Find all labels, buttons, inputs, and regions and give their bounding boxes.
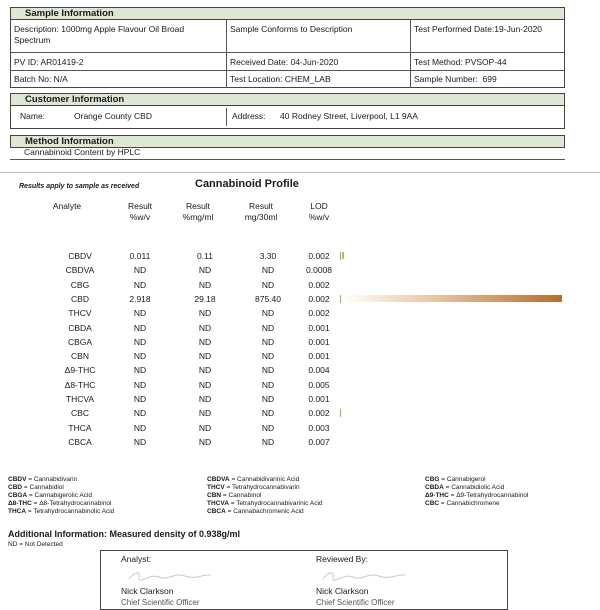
analyte-cell: CBDA: [68, 322, 92, 333]
conforms-note: Sample Conforms to Description: [230, 24, 353, 34]
lod-cell: 0.003: [308, 422, 330, 433]
abbreviation-entry: CBDV = Cannabidivarin: [8, 476, 78, 483]
reviewer-name: Nick Clarkson: [316, 586, 369, 596]
analyst-name: Nick Clarkson: [121, 586, 174, 596]
header-lod: LOD %w/v: [308, 201, 330, 222]
lod-cell: 0.001: [308, 322, 330, 333]
table-row: [0, 294, 600, 308]
reviewer-title: Chief Scientific Officer: [316, 598, 395, 607]
analyte-cell: CBN: [71, 351, 89, 362]
table-row: [0, 265, 600, 279]
abbr-column-3: [425, 476, 529, 508]
lod-cell: 0.005: [308, 379, 330, 390]
result-mg30-cell: ND: [261, 408, 275, 419]
abbreviation-entry: CBD = Cannabidiol: [8, 484, 64, 491]
lod-cell: 0.002: [308, 408, 330, 419]
result-mg30-cell: 3.30: [259, 251, 277, 261]
table-row: [0, 323, 600, 337]
lod-cell: 0.002: [308, 251, 330, 261]
result-mg30-cell: ND: [261, 365, 275, 376]
nd-note: ND = Not Detected: [8, 541, 63, 548]
lod-cell: 0.001: [308, 394, 330, 404]
result-pct-cell: 0.011: [129, 251, 151, 261]
lod-cell: 0.002: [308, 279, 330, 290]
result-pct-cell: ND: [133, 279, 147, 290]
result-mgml-cell: ND: [198, 265, 212, 276]
sample-info-heading: Sample Information: [10, 7, 565, 20]
result-mgml-cell: ND: [198, 408, 212, 419]
customer-address: 40 Rodney Street, Liverpool, L1 9AA: [280, 111, 418, 121]
signature-box: [100, 550, 508, 610]
reviewer-signature: [319, 569, 409, 583]
result-pct-cell: ND: [133, 308, 147, 319]
result-mgml-cell: ND: [198, 365, 212, 376]
result-pct-cell: ND: [133, 322, 147, 333]
result-mgml-cell: ND: [198, 379, 212, 390]
abbreviation-entry: CBC = Cannabichromene: [425, 500, 500, 507]
abbreviation-entry: CBG = Cannabigerol: [425, 476, 486, 483]
batch-no: Batch No: N/A: [14, 74, 68, 84]
result-mg30-cell: ND: [261, 279, 275, 290]
bar-axis-tick: [340, 295, 341, 303]
result-pct-cell: ND: [133, 336, 147, 347]
result-pct-cell: ND: [133, 265, 147, 276]
pv-id: PV ID: AR01419-2: [14, 57, 84, 67]
divider: [0, 172, 600, 173]
method-description: Cannabinoid Content by HPLC: [24, 147, 141, 157]
header-result-mgml: Result %mg/ml: [182, 201, 214, 222]
lod-cell: 0.002: [308, 308, 330, 319]
table-row: [0, 394, 600, 408]
lod-cell: 0.004: [308, 365, 330, 376]
customer-address-label: Address:: [232, 111, 266, 121]
results-note: Results apply to sample as received: [19, 183, 140, 190]
result-pct-cell: ND: [133, 379, 147, 390]
lod-cell: 0.007: [308, 436, 330, 447]
result-pct-cell: ND: [133, 365, 147, 376]
analyte-cell: CBG: [70, 279, 90, 290]
result-mgml-cell: ND: [198, 308, 212, 319]
abbreviation-entry: Δ9-THC = Δ9-Tetrahydrocannabinol: [425, 492, 529, 499]
abbreviation-entry: THCA = Tetrahydrocannabinolic Acid: [8, 508, 115, 515]
additional-information: Additional Information: Measured density of 0.938g/ml: [8, 529, 241, 539]
result-mgml-cell: ND: [198, 322, 212, 333]
header-result-pct: Result %w/v: [127, 201, 153, 222]
received-date: Received Date: 04-Jun-2020: [230, 57, 339, 67]
result-mgml-cell: ND: [198, 422, 212, 433]
abbr-column-1: [8, 476, 114, 516]
abbreviation-entry: CBDVA = Cannabidivarinic Acid: [207, 476, 300, 483]
result-mgml-cell: 29.18: [194, 293, 216, 304]
lod-cell: 0.0008: [306, 265, 332, 276]
result-pct-cell: ND: [133, 436, 147, 447]
analyst-title: Chief Scientific Officer: [121, 598, 200, 607]
result-mg30-cell: ND: [261, 422, 275, 433]
analyte-cell: CBC: [71, 408, 89, 419]
result-mg30-cell: ND: [261, 436, 275, 447]
result-pct-cell: ND: [133, 422, 147, 433]
abbr-column-2: [207, 476, 323, 516]
result-mg30-cell: 875.40: [255, 293, 281, 304]
reviewer-label: Reviewed By:: [316, 554, 368, 564]
table-row: [0, 251, 600, 265]
result-pct-cell: ND: [133, 394, 147, 404]
table-row: [0, 351, 600, 365]
abbreviation-entry: CBCA = Cannabachromenic Acid: [207, 508, 304, 515]
result-pct-cell: ND: [133, 351, 147, 362]
divider: [410, 19, 411, 88]
result-mgml-cell: ND: [198, 436, 212, 447]
customer-info-heading: Customer Information: [10, 93, 565, 106]
header-analyte: Analyte: [52, 201, 82, 211]
divider: [226, 19, 227, 88]
result-pct-cell: ND: [133, 408, 147, 419]
analyte-cell: Δ8-THC: [64, 379, 96, 390]
result-mg30-cell: ND: [261, 265, 275, 276]
analyte-cell: CBDV: [68, 251, 92, 261]
analyte-cell: CBDVA: [65, 265, 95, 276]
result-mgml-cell: ND: [198, 336, 212, 347]
table-row: [0, 308, 600, 322]
analyte-cell: THCVA: [65, 394, 95, 404]
sample-number: Sample Number: 699: [414, 74, 497, 84]
table-row: [0, 423, 600, 437]
analyst-signature: [125, 569, 215, 583]
header-result-mg30: Result mg/30ml: [244, 201, 278, 222]
abbreviation-entry: CBN = Cannabinol: [207, 492, 262, 499]
result-mgml-cell: ND: [198, 394, 212, 404]
abbreviation-entry: THCVA = Tetrahydrocannabivarinic Acid: [207, 500, 323, 507]
customer-name: Orange County CBD: [74, 111, 152, 121]
method-info-heading: Method Information: [10, 135, 565, 148]
abbreviation-entry: CBDA = Cannabidiolic Acid: [425, 484, 505, 491]
table-row: [0, 380, 600, 394]
divider: [10, 52, 565, 53]
analyst-label: Analyst:: [121, 554, 152, 564]
result-bar: [342, 295, 562, 302]
result-mg30-cell: ND: [261, 322, 275, 333]
table-row: [0, 437, 600, 451]
test-performed-date: Test Performed Date:19-Jun-2020: [414, 24, 543, 34]
divider: [10, 70, 565, 71]
lod-cell: 0.001: [308, 351, 330, 362]
analyte-cell: CBGA: [67, 336, 93, 347]
result-mg30-cell: ND: [261, 394, 275, 404]
lod-cell: 0.001: [308, 336, 330, 347]
analyte-cell: Δ9-THC: [64, 365, 96, 376]
abbreviation-entry: Δ8-THC = Δ8-Tetrahydrocannabinol: [8, 500, 112, 507]
test-method: Test Method: PVSOP-44: [414, 57, 507, 67]
result-mgml-cell: ND: [198, 351, 212, 362]
result-mg30-cell: ND: [261, 336, 275, 347]
customer-name-label: Name:: [20, 111, 46, 121]
bar-axis-tick: [340, 252, 341, 260]
result-mgml-cell: 0.11: [197, 251, 213, 261]
divider: [10, 159, 565, 160]
table-row: [0, 365, 600, 379]
result-mg30-cell: ND: [261, 379, 275, 390]
analyte-cell: THCA: [68, 422, 92, 433]
table-row: [0, 337, 600, 351]
analyte-cell: CBCA: [68, 436, 92, 447]
bar-axis-tick: [340, 409, 341, 417]
analyte-cell: CBD: [71, 293, 89, 304]
profile-title: Cannabinoid Profile: [195, 178, 299, 190]
analyte-cell: THCV: [68, 308, 92, 319]
description: Description: 1000mg Apple Flavour Oil Broad Spectrum: [14, 24, 185, 45]
abbreviation-entry: THCV = Tetrahydrocannabivarin: [207, 484, 300, 491]
result-mg30-cell: ND: [261, 351, 275, 362]
test-location: Test Location: CHEM_LAB: [230, 74, 331, 84]
lod-cell: 0.002: [308, 293, 330, 304]
result-pct-cell: 2.918: [129, 293, 151, 304]
divider: [226, 108, 227, 126]
result-bar: [342, 252, 344, 259]
result-mg30-cell: ND: [261, 308, 275, 319]
table-row: [0, 280, 600, 294]
abbreviation-entry: CBGA = Cannabigerolic Acid: [8, 492, 93, 499]
result-mgml-cell: ND: [198, 279, 212, 290]
table-row: [0, 408, 600, 422]
